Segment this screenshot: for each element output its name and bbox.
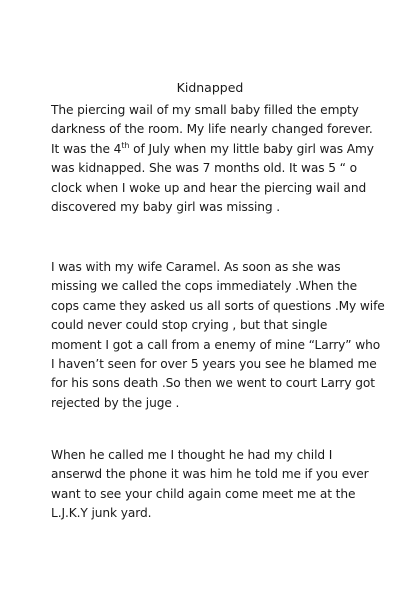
ordinal-suffix: th [121,140,130,150]
text-line: rejected by the juge . [51,395,180,410]
document-title: Kidnapped [176,80,244,95]
text-line: cops came they asked us all sorts of questions .My wife [51,298,385,313]
text-line [51,140,411,159]
text-line: anserwd the phone it was him he told me if you ever [51,467,369,482]
text-line: darkness of the room. My life nearly changed forever. [51,122,373,137]
text-fragment: of July when my little baby girl was Amy [129,141,374,156]
text-line: clock when I woke up and hear the piercing wail and [51,180,367,195]
text-line: could never could stop crying , but that single [51,318,328,333]
text-fragment: It was the 4 [51,141,122,156]
text-line: discovered my baby girl was missing . [51,199,281,214]
text-line: for his sons death .So then we went to court Larry got [51,376,375,391]
paragraph-3 [51,446,411,524]
text-line: missing we called the cops immediately .When the [51,279,357,294]
text-line: I was with my wife Caramel. As soon as she was [51,260,341,274]
text-line: I haven’t seen for over 5 years you see he blamed me [51,356,377,371]
text-line: L.J.K.Y junk yard. [51,506,152,521]
text-line: The piercing wail of my small baby filled the empty [51,103,359,117]
text-line: want to see your child again come meet me at the [51,486,356,501]
paragraph-2 [51,258,411,413]
text-line: was kidnapped. She was 7 months old. It was 5 “ o [51,161,357,176]
paragraph-1 [51,101,411,217]
text-line: When he called me I thought he had my child I [51,448,333,462]
text-line: moment I got a call from a enemy of mine “Larry” who [51,337,381,352]
